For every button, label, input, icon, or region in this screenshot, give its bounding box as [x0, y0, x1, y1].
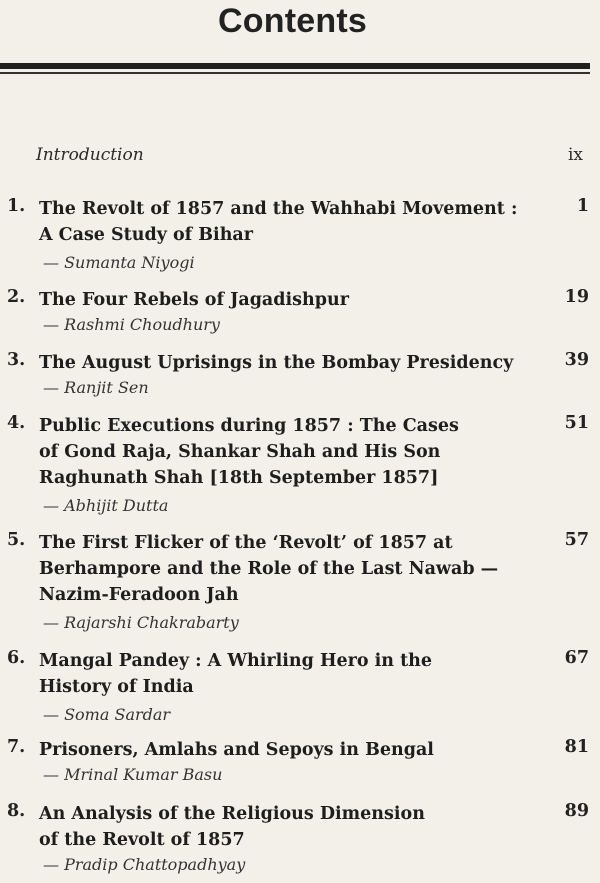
- entry-number: 6.: [7, 648, 26, 668]
- entry-title: [39, 801, 549, 853]
- entry-title-line: Nazim-Feradoon Jah: [39, 585, 239, 605]
- entry-title-line: A Case Study of Bihar: [39, 225, 253, 245]
- entry-number: 7.: [7, 737, 26, 757]
- entry-author: — Mrinal Kumar Basu: [43, 765, 223, 784]
- introduction-page-number: ix: [568, 145, 584, 165]
- entry-number: 1.: [7, 196, 26, 216]
- entry-title-line: The First Flicker of the ‘Revolt’ of 1857 at: [39, 533, 453, 553]
- entry-title-line: The Four Rebels of Jagadishpur: [39, 290, 349, 310]
- entry-page-number: 19: [564, 287, 589, 307]
- entry-page-number: 81: [564, 737, 589, 757]
- page-title: Contents: [218, 2, 367, 40]
- entry-author: — Rajarshi Chakrabarty: [43, 613, 239, 632]
- header-rule-thick: [0, 63, 590, 69]
- entry-title-line: Raghunath Shah [18th September 1857]: [39, 468, 439, 488]
- entry-number: 3.: [7, 350, 26, 370]
- entry-title: [39, 530, 549, 608]
- entry-page-number: 57: [564, 530, 589, 550]
- entry-author: — Sumanta Niyogi: [43, 253, 195, 272]
- entry-page-number: 67: [564, 648, 589, 668]
- entry-author: — Rashmi Choudhury: [43, 315, 220, 334]
- entry-author: — Soma Sardar: [43, 705, 171, 724]
- entry-number: 8.: [7, 801, 26, 821]
- entry-title-line: The Revolt of 1857 and the Wahhabi Movement :: [39, 199, 518, 219]
- entry-page-number: 39: [564, 350, 589, 370]
- entry-title-line: An Analysis of the Religious Dimension: [39, 804, 425, 824]
- entry-title-line: of the Revolt of 1857: [39, 830, 245, 850]
- entry-title: [39, 413, 549, 491]
- entry-title: [39, 350, 549, 376]
- entry-title-line: The August Uprisings in the Bombay Presidency: [39, 353, 514, 373]
- header-rule-thin: [0, 72, 590, 74]
- entry-title: [39, 737, 549, 763]
- entry-title: [39, 648, 549, 700]
- introduction-label: Introduction: [36, 145, 144, 165]
- entry-title: [39, 287, 549, 313]
- entry-title-line: Prisoners, Amlahs and Sepoys in Bengal: [39, 740, 434, 760]
- entry-title-line: of Gond Raja, Shankar Shah and His Son: [39, 442, 441, 462]
- entry-page-number: 51: [564, 413, 589, 433]
- entry-author: — Ranjit Sen: [43, 378, 149, 397]
- entry-number: 2.: [7, 287, 26, 307]
- entry-author: — Pradip Chattopadhyay: [43, 855, 246, 874]
- entry-title-line: History of India: [39, 677, 194, 697]
- entry-title-line: Berhampore and the Role of the Last Nawab —: [39, 559, 499, 579]
- entry-number: 5.: [7, 530, 26, 550]
- entry-author: — Abhijit Dutta: [43, 496, 169, 515]
- entry-page-number: 89: [564, 801, 589, 821]
- entry-title: [39, 196, 549, 248]
- entry-number: 4.: [7, 413, 26, 433]
- entry-page-number: 1: [576, 196, 589, 216]
- entry-title-line: Public Executions during 1857 : The Cases: [39, 416, 459, 436]
- entry-title-line: Mangal Pandey : A Whirling Hero in the: [39, 651, 433, 671]
